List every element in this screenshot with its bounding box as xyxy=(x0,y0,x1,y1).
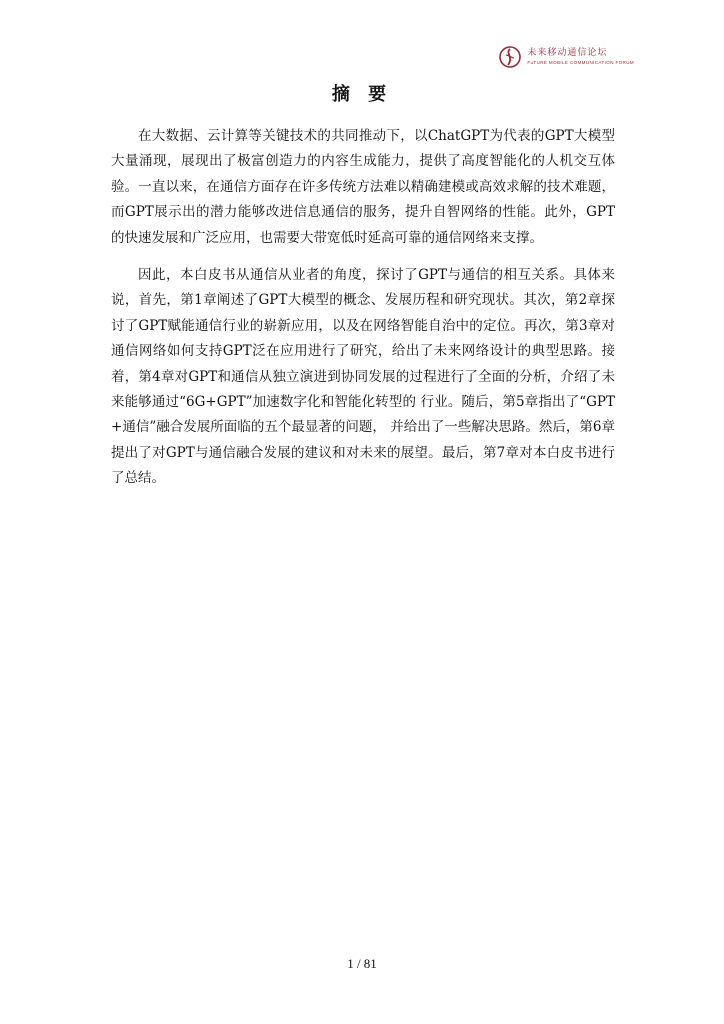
logo-cn-text: 未来移动通信论坛 xyxy=(527,47,608,58)
page-number: 1 / 81 xyxy=(347,956,377,971)
logo-en-text: FuTURE MOBILE COMMUNICATION FORUM xyxy=(527,59,634,65)
abstract-paragraph-1: 在大数据、云计算等关键技术的共同推动下，以ChatGPT为代表的GPT大模型大量涌现，展现出了极富创造力的内容生成能力，提供了高度智能化的人机交互体验。一直以来，在通信方面存在许多传统方法难以精确建模或高效求解的技术难题，而GPT展示出的潜力能够改进信息通信的服务，提升自智网络的性能。此外，GPT 的快速发展和广泛应用，也需要大带宽低时延高可靠的通信网络来支撑。 xyxy=(111,128,615,246)
abstract-paragraph-2: 因此，本白皮书从通信从业者的角度，探讨了GPT与通信的相互关系。具体来说，首先，第1章阐述了GPT大模型的概念、发展历程和研究现状。其次，第2章探讨了GPT赋能通信行业的崭新应用，以及在网络智能自治中的定位。再次，第3章对通信网络如何支持GPT泛在应用进行了研究，给出了未来网络设计的典型思路。接着，第4章对GPT和通信从独立演进到协同发展的过程进行了全面的分析，介绍了未来能够通过“6G+GPT”加速数字化和智能化转型的 行业。随后，第5章指出了“GPT+通信”融合发展所面临的五个最显著的问题， 并给出了一些解决思路。然后，第6章提出了对GPT与通信融合发展的建议和对未来的展望。最后，第7章对本白皮书进行了总结。 xyxy=(111,267,615,487)
forum-logo xyxy=(499,46,634,68)
abstract-body xyxy=(111,124,615,504)
page-title: 摘 要 xyxy=(331,84,393,105)
forum-logo-icon xyxy=(499,46,521,68)
